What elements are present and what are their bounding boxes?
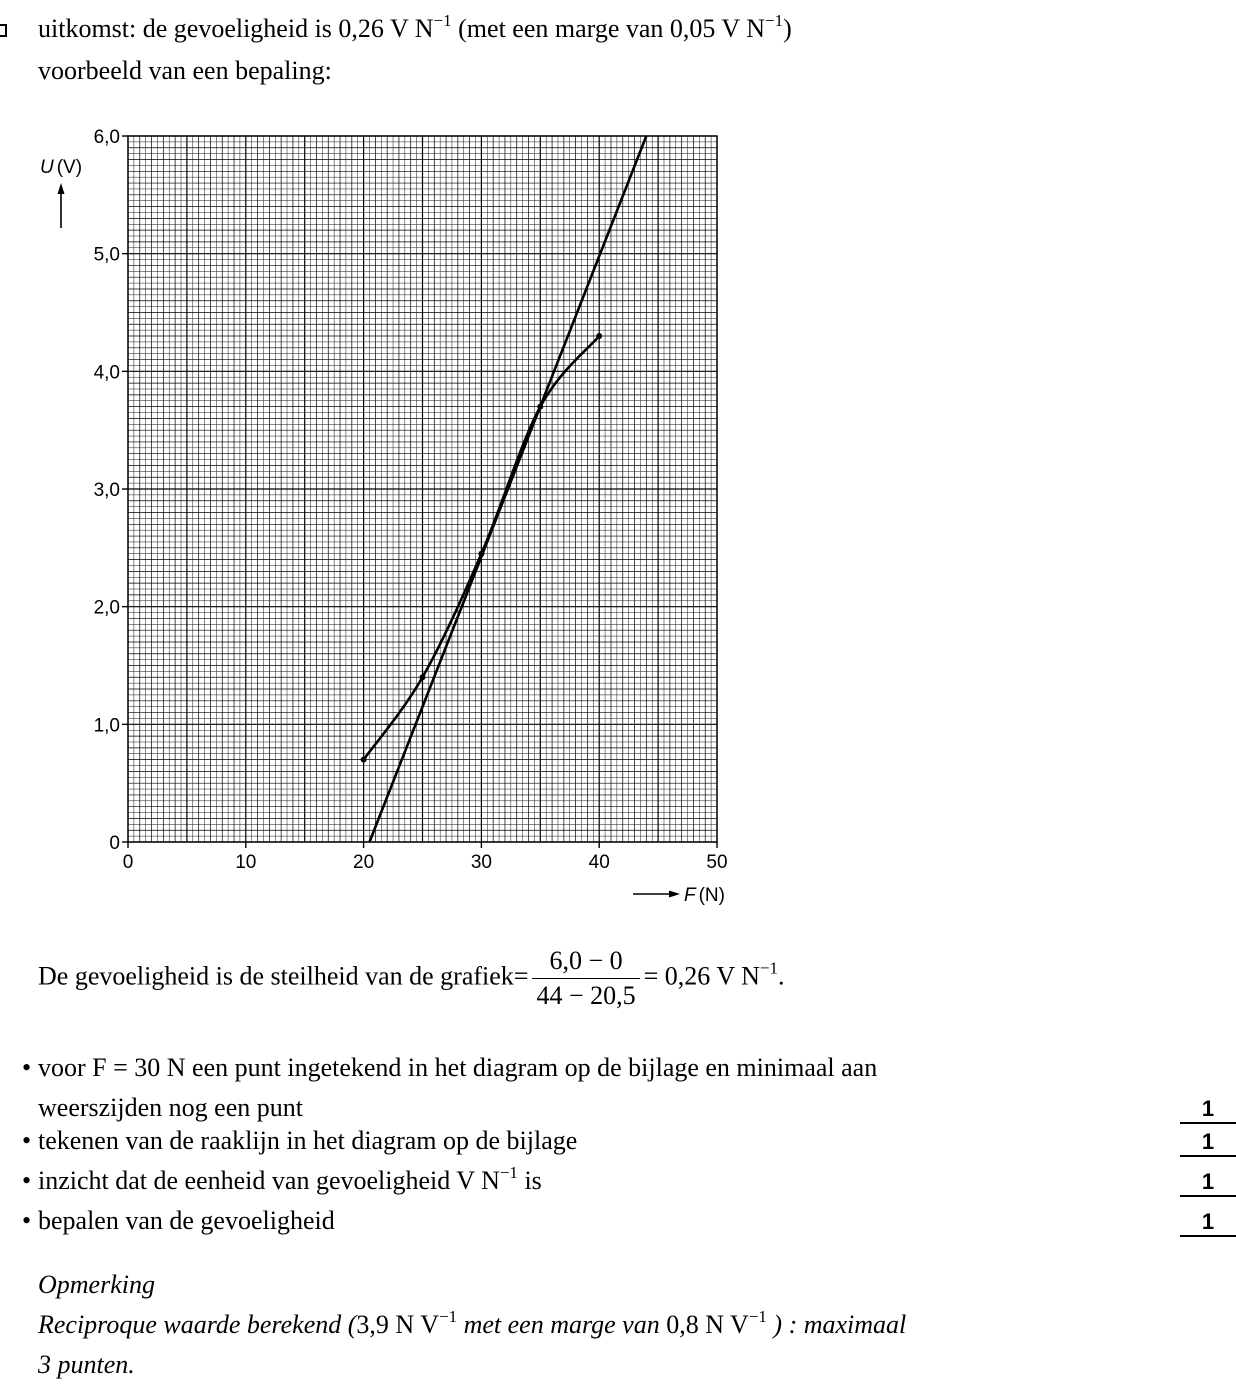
y-tick-label: 0 xyxy=(109,833,120,854)
remark-text-b: met een marge van xyxy=(457,1310,667,1339)
bullet: • xyxy=(22,1053,32,1082)
criterion-text xyxy=(38,1163,542,1196)
criterion-text: bepalen van de gevoeligheid xyxy=(38,1206,335,1235)
y-axis-label: U (V) xyxy=(40,157,83,178)
x-tick-label: 30 xyxy=(470,852,492,873)
criterion-points: 1 xyxy=(1180,1096,1236,1124)
calc-fraction xyxy=(532,946,639,1011)
remark-text-a: Reciproque waarde berekend ( xyxy=(38,1310,357,1339)
data-point xyxy=(596,333,602,339)
y-tick-label: 4,0 xyxy=(93,362,120,384)
x-axis-arrow-head xyxy=(669,891,680,898)
answer-margin-exponent: −1 xyxy=(765,11,784,30)
axis-ticks xyxy=(122,136,717,848)
criterion-text-b: is xyxy=(517,1166,542,1195)
x-tick-label: 50 xyxy=(706,852,728,873)
data-point xyxy=(420,674,426,680)
x-tick-label: 10 xyxy=(235,852,257,873)
y-axis-arrow-head xyxy=(58,183,65,194)
example-heading: voorbeeld van een bepaling: xyxy=(38,56,332,85)
chart xyxy=(0,110,760,910)
calc-result: = 0,26 V N xyxy=(643,961,760,991)
y-tick-label: 5,0 xyxy=(93,244,120,266)
remark-exponent-1: −1 xyxy=(438,1307,458,1326)
x-tick-label: 20 xyxy=(353,852,375,873)
answer-margin-suffix: ) xyxy=(783,14,792,43)
criterion-points: 1 xyxy=(1180,1209,1236,1237)
criterion-exponent: −1 xyxy=(499,1163,518,1182)
bullet: • xyxy=(22,1206,32,1235)
calc-end: . xyxy=(778,961,785,991)
answer-prefix: uitkomst: de gevoeligheid is xyxy=(38,14,339,43)
remark-value-2: 0,8 N V xyxy=(666,1310,749,1339)
answer-margin-value: 0,05 V N xyxy=(669,14,766,43)
calc-result-exponent: −1 xyxy=(759,958,779,978)
calc-equals: = xyxy=(513,961,529,991)
remark-title: Opmerking xyxy=(38,1270,155,1299)
criterion-text-a: inzicht dat de eenheid van gevoeligheid V N xyxy=(38,1166,500,1195)
answer-value: 0,26 V N xyxy=(338,14,434,43)
x-tick-label: 0 xyxy=(122,852,134,873)
data-point xyxy=(361,757,367,763)
criterion-points: 1 xyxy=(1180,1129,1236,1157)
x-tick-label: 40 xyxy=(588,852,610,873)
answer-margin-prefix: (met een marge van xyxy=(451,14,670,43)
y-tick-label: 6,0 xyxy=(93,127,120,148)
remark-line-2: 3 punten. xyxy=(38,1350,135,1379)
y-tick-label: 1,0 xyxy=(93,715,120,737)
criterion-text: voor F = 30 N een punt ingetekend in het diagram op de bijlage en minimaal aan xyxy=(38,1053,878,1082)
bullet: • xyxy=(22,1126,32,1155)
remark-line-1 xyxy=(38,1307,907,1340)
y-tick-label: 2,0 xyxy=(93,597,120,619)
calculation xyxy=(38,946,785,1011)
calc-denominator: 44 − 20,5 xyxy=(536,981,636,1010)
x-axis-label: F (N) xyxy=(684,885,725,906)
remark-text-c: ) : maximaal xyxy=(766,1310,907,1339)
y-tick-label: 3,0 xyxy=(93,480,120,501)
criterion-text: tekenen van de raaklijn in het diagram op de bijlage xyxy=(38,1126,578,1155)
remark-exponent-2: −1 xyxy=(748,1307,767,1326)
bullet: • xyxy=(22,1166,32,1195)
calc-numerator: 6,0 − 0 xyxy=(532,946,639,979)
checkbox[interactable] xyxy=(0,24,7,37)
criterion-points: 1 xyxy=(1180,1169,1236,1197)
answer-line xyxy=(38,11,792,44)
calc-text: De gevoeligheid is de steilheid van de grafiek xyxy=(38,961,514,991)
remark-value-1: 3,9 N V xyxy=(356,1310,439,1339)
criterion-text-continued: weerszijden nog een punt xyxy=(38,1093,303,1122)
answer-value-exponent: −1 xyxy=(433,11,452,30)
